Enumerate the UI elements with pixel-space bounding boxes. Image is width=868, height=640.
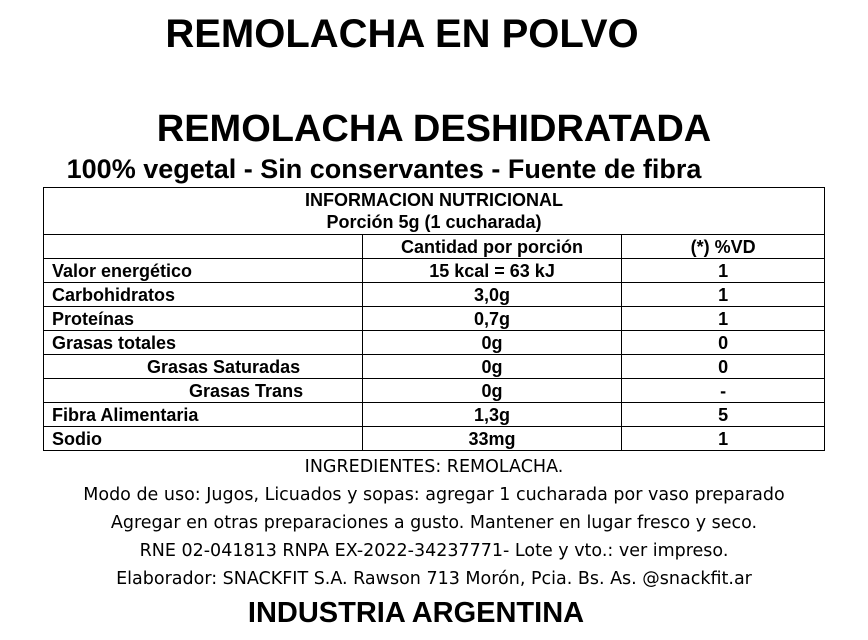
product-tagline: 100% vegetal - Sin conservantes - Fuente de fibra: [66, 154, 702, 184]
nutrient-name: Sodio: [44, 427, 363, 451]
nutrient-vd: 1: [622, 259, 825, 283]
table-row: [44, 283, 825, 307]
nutrient-vd: 1: [622, 427, 825, 451]
nutrient-vd: -: [622, 379, 825, 403]
column-header-amount: Cantidad por porción: [362, 235, 622, 259]
origin-footer: INDUSTRIA ARGENTINA: [247, 597, 585, 629]
nutrient-amount: 3,0g: [362, 283, 622, 307]
table-row: [44, 379, 825, 403]
nutrient-amount: 0,7g: [362, 307, 622, 331]
table-row: [44, 403, 825, 427]
nutrient-amount: 0g: [362, 331, 622, 355]
nutrient-name: Proteínas: [44, 307, 363, 331]
ingredients-text: INGREDIENTES: REMOLACHA.: [304, 457, 564, 477]
nutrient-vd: 1: [622, 283, 825, 307]
nutrient-vd: 0: [622, 331, 825, 355]
nutrient-name: Grasas Saturadas: [44, 355, 363, 379]
product-subtitle: REMOLACHA DESHIDRATADA: [156, 108, 712, 150]
table-row: [44, 259, 825, 283]
registration-text: RNE 02-041813 RNPA EX-2022-34237771- Lote y vto.: ver impreso.: [139, 541, 729, 561]
nutrient-name: Valor energético: [44, 259, 363, 283]
table-row: [44, 307, 825, 331]
nutrient-amount: 15 kcal = 63 kJ: [362, 259, 622, 283]
nutrient-amount: 0g: [362, 379, 622, 403]
product-title: REMOLACHA EN POLVO: [165, 12, 639, 56]
nutrient-vd: 5: [622, 403, 825, 427]
nutrient-name: Grasas totales: [44, 331, 363, 355]
usage-text-line2: Agregar en otras preparaciones a gusto. Mantener en lugar fresco y seco.: [110, 513, 758, 533]
nutrient-name: Carbohidratos: [44, 283, 363, 307]
nutrition-heading: INFORMACION NUTRICIONAL: [305, 190, 563, 210]
table-row: [44, 331, 825, 355]
nutrition-table: [43, 187, 825, 451]
table-row: [44, 355, 825, 379]
portion-label: Porción 5g (1 cucharada): [326, 212, 542, 232]
nutrient-amount: 33mg: [362, 427, 622, 451]
nutrient-vd: 0: [622, 355, 825, 379]
nutrient-vd: 1: [622, 307, 825, 331]
nutrient-amount: 1,3g: [362, 403, 622, 427]
nutrient-amount: 0g: [362, 355, 622, 379]
nutrient-name: Grasas Trans: [44, 379, 363, 403]
empty-header-cell: [44, 235, 363, 259]
manufacturer-text: Elaborador: SNACKFIT S.A. Rawson 713 Morón, Pcia. Bs. As. @snackfit.ar: [116, 569, 752, 589]
table-row: [44, 427, 825, 451]
usage-text-line1: Modo de uso: Jugos, Licuados y sopas: agregar 1 cucharada por vaso preparado: [83, 485, 785, 505]
column-header-vd: (*) %VD: [622, 235, 825, 259]
nutrition-header: [44, 188, 825, 235]
nutrient-name: Fibra Alimentaria: [44, 403, 363, 427]
